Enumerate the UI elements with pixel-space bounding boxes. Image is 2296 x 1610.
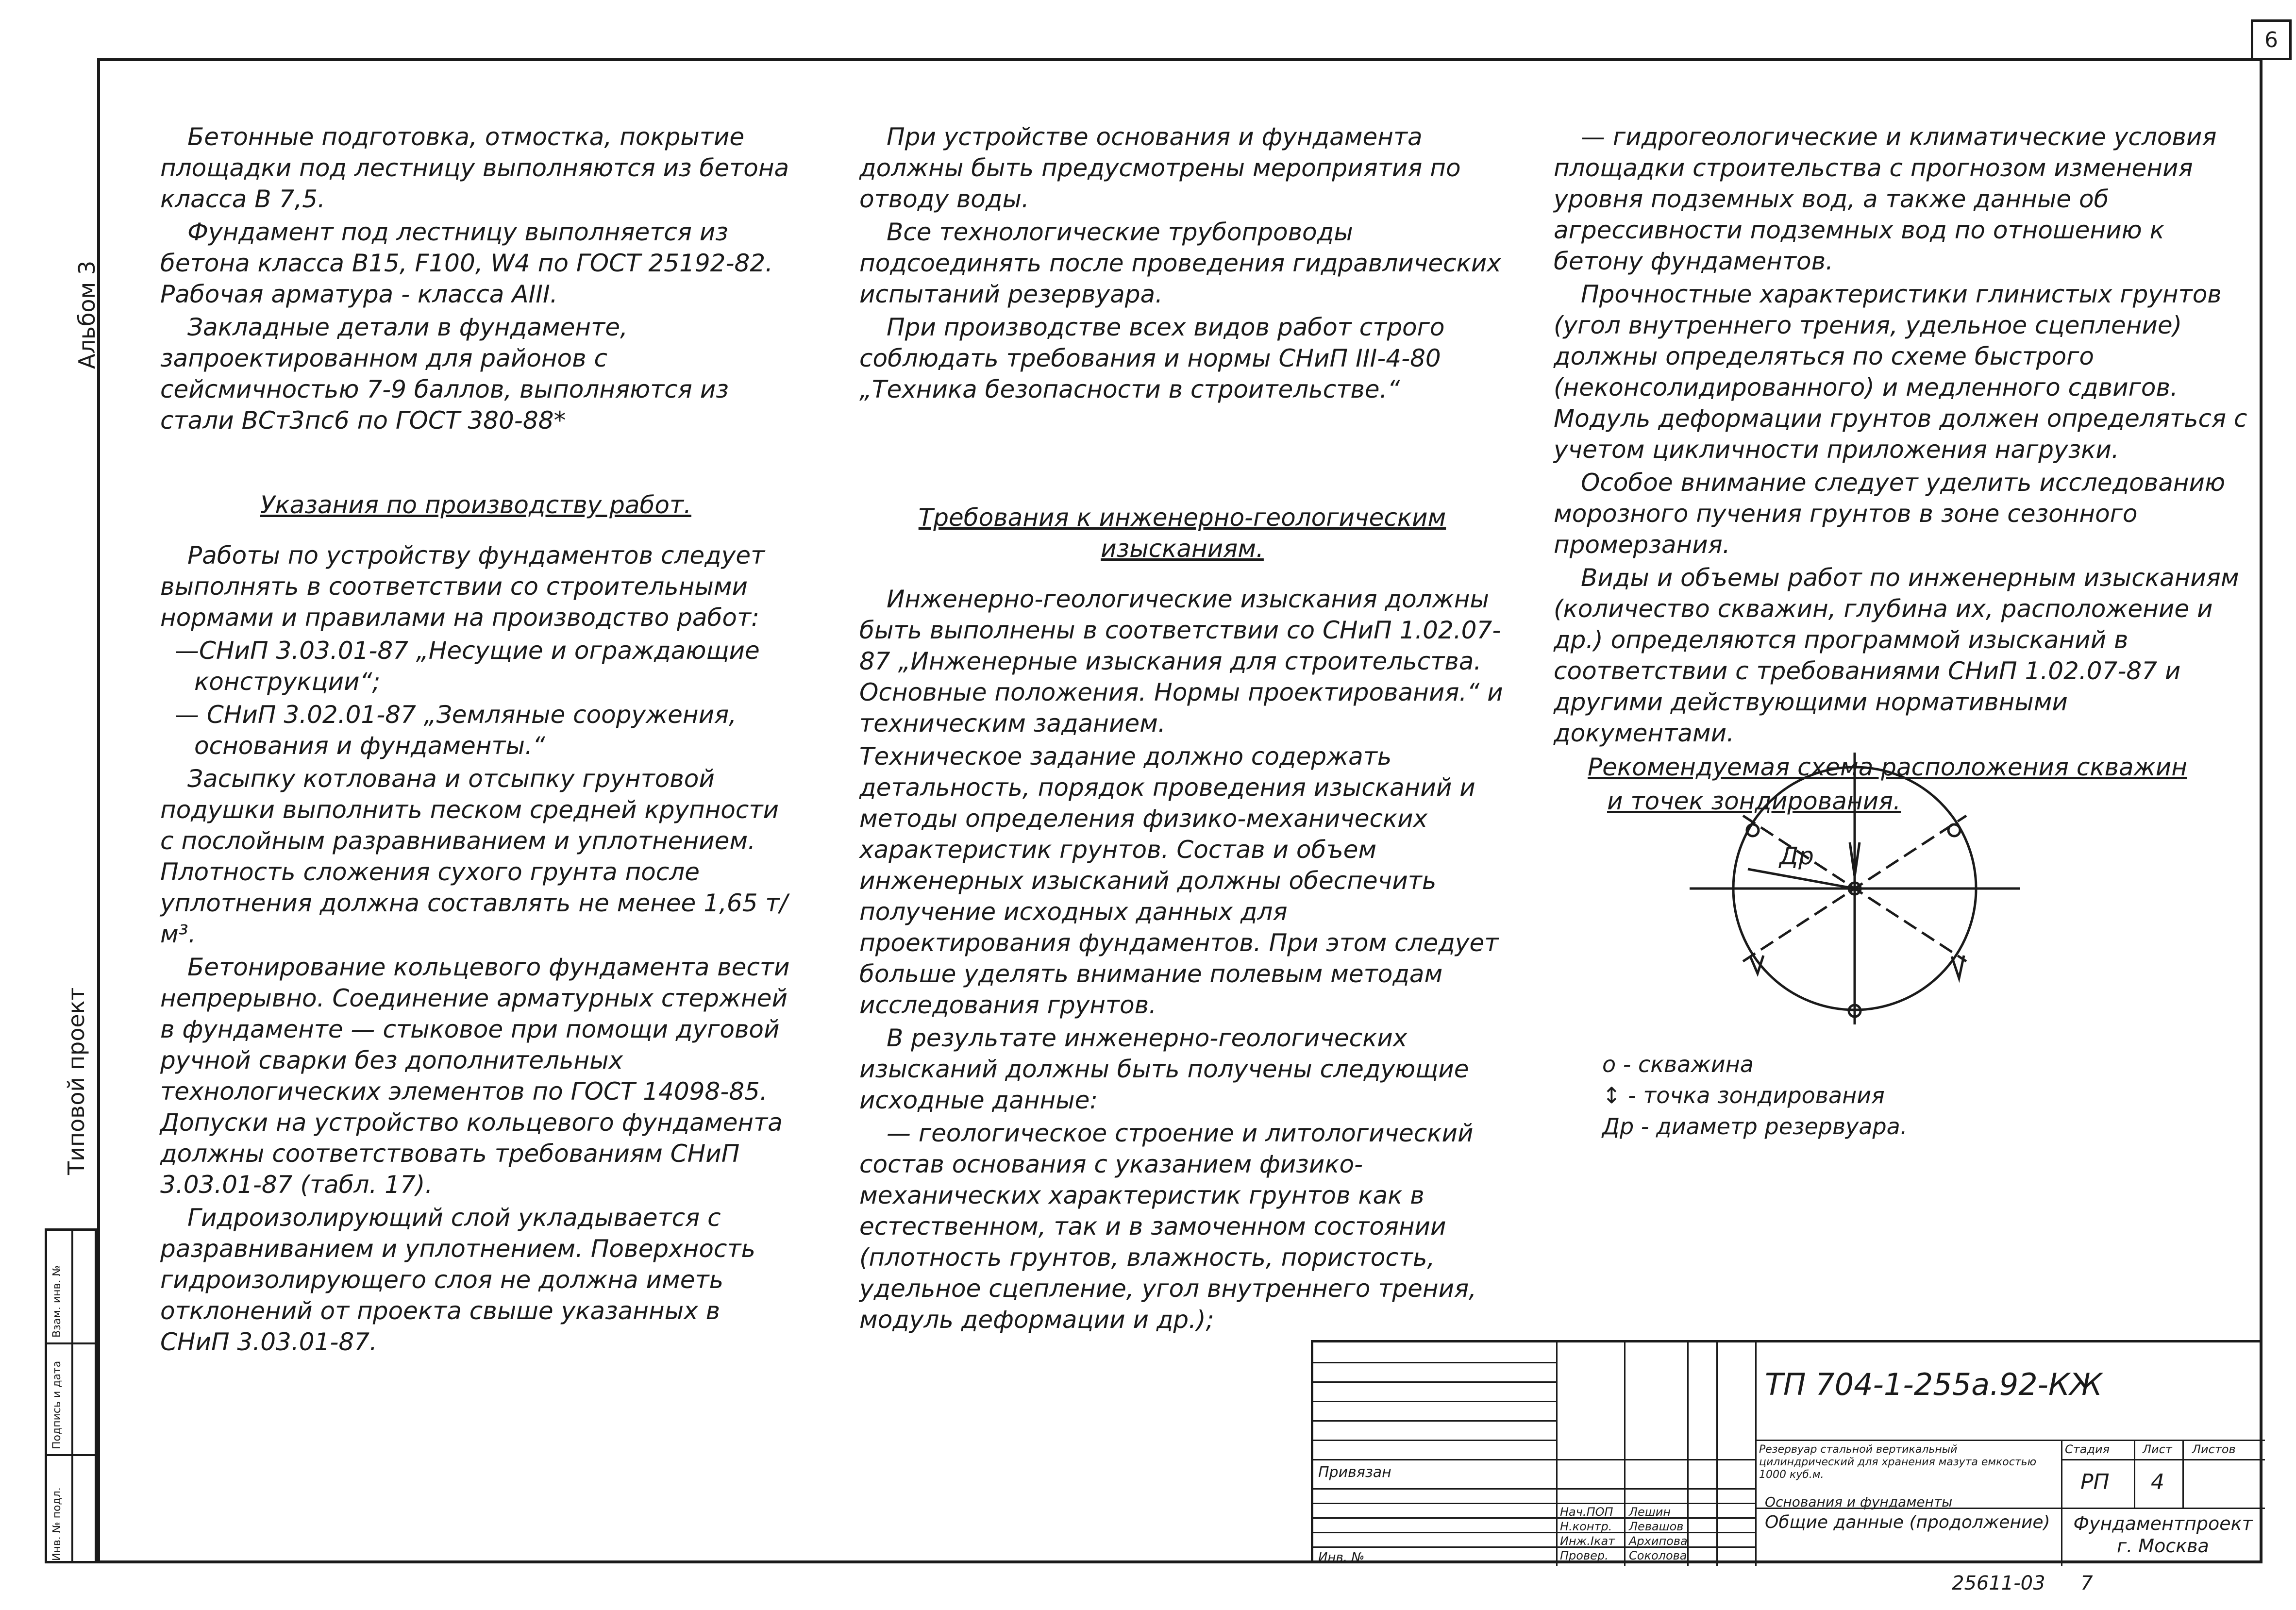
paragraph: При производстве всех видов работ строго соблюдать требования и нормы СНиП III-4-80 „Техника безопасности в строительстве.“ <box>859 313 1445 403</box>
diagram-legend <box>1602 1049 1907 1142</box>
doc-title: Общие данные (продолжение) <box>1765 1512 2050 1532</box>
name-cell: Архипова <box>1629 1534 1688 1548</box>
paragraph: Гидроизолирующий слой укладывается с разравниванием и уплотнением. Поверхность гидроизолирующего слоя не должна иметь отклонений от проекта свыше указанных в СНиП 3.03.01-87. <box>160 1204 756 1356</box>
title-block <box>1311 1340 2262 1563</box>
drawing-code: ТП 704-1-255а.92-КЖ <box>1765 1367 2102 1402</box>
sheet-value: 4 <box>2151 1470 2164 1494</box>
role-cell: Н.контр. <box>1560 1520 1612 1533</box>
paragraph: Засыпку котлована и отсыпку грунтовой подушки выполнить песком средней крупности с послойным разравниванием и уплотнением. Плотность сложения сухого грунта после уплотнения должна составлять не менее 1,65 т/м³. <box>160 765 788 948</box>
sheet-header: Лист <box>2143 1442 2172 1456</box>
sounding-arrow <box>1952 956 1964 978</box>
object-name: Резервуар стальной вертикальный цилиндрический для хранения мазута емкостью 1000 куб.м. <box>1759 1443 2037 1481</box>
sheets-header: Листов <box>2192 1442 2236 1456</box>
paragraph: Виды и объемы работ по инженерным изысканиям (количество скважин, глубина их, расположение и др.) определяются программой изысканий в соответствии с требованиями СНиП 1.02.07-87 и другими действующими нормативными документами. <box>1554 564 2239 747</box>
archive-number: 25611-03 7 <box>1952 1572 2093 1594</box>
legend-borehole: о - скважина <box>1602 1051 1754 1077</box>
role-cell: Нач.ПОП <box>1560 1505 1613 1519</box>
role-cell: Инж.Ікат <box>1560 1534 1615 1548</box>
album-label: Альбом 3 <box>74 260 100 369</box>
stage-header: Стадия <box>2065 1442 2110 1456</box>
stage-value: РП <box>2080 1470 2110 1494</box>
diagram-heading: Рекомендуемая схема расположения скважин <box>1588 753 2187 781</box>
paragraph: — геологическое строение и литологический состав основания с указанием физико-механических характеристик грунтов как в естественном, так и в замоченном состоянии (плотность грунтов, влажность, пористость, удельное сцепление, угол внутреннего трения, модуль деформации и др.); <box>859 1119 1477 1334</box>
paragraph: Все технологические трубопроводы подсоединять после проведения гидравлических испытаний резервуара. <box>859 218 1501 308</box>
paragraph: При устройстве основания и фундамента должны быть предусмотрены мероприятия по отводу воды. <box>859 123 1461 213</box>
stamp-cell: Взам. инв. № <box>51 1265 63 1338</box>
list-item: —СНиП 3.03.01-87 „Несущие и ограждающие конструкции“; <box>175 637 760 696</box>
paragraph: Особое внимание следует уделить исследованию морозного пучения грунтов в зоне сезонного промерзания. <box>1554 469 2226 559</box>
paragraph: Прочностные характеристики глинистых грунтов (угол внутреннего трения, удельное сцепление) должны определяться по схеме быстрого (неконсолидированного) и медленного сдвигов. Модуль деформации грунтов должен определяться с учетом цикличности приложения нагрузки. <box>1554 280 2247 464</box>
name-cell: Левашов <box>1629 1520 1684 1533</box>
project-type-label: Типовой проект <box>63 987 89 1175</box>
text-column-3 <box>1554 121 2248 817</box>
paragraph: Фундамент под лестницу выполняется из бетона класса В15, F100, W4 по ГОСТ 25192-82. Рабочая арматура - класса АIII. <box>160 218 773 308</box>
diameter-label: Др <box>1779 842 1814 870</box>
sheet-number: 6 <box>2251 19 2292 60</box>
paragraph: Бетонные подготовка, отмостка, покрытие площадки под лестницу выполняются из бетона класса В 7,5. <box>160 123 789 213</box>
section-heading: Указания по производству работ. <box>260 491 691 519</box>
list-item: — СНиП 3.02.01-87 „Земляные сооружения, основания и фундаменты.“ <box>175 701 737 760</box>
side-stamp <box>45 1228 97 1563</box>
privyazan-label: Привязан <box>1318 1464 1391 1481</box>
paragraph: Бетонирование кольцевого фундамента вести непрерывно. Соединение арматурных стержней в фундаменте — стыковое при помощи дуговой ручной сварки без дополнительных технологических элементов по ГОСТ 14098-85. Допуски на устройство кольцевого фундамента должны соответствовать требованиям СНиП 3.03.01-87 (табл. 17). <box>160 953 790 1199</box>
legend-diameter: Др - диаметр резервуара. <box>1602 1113 1908 1140</box>
borehole-marker <box>1948 824 1960 836</box>
paragraph: Инженерно-геологические изыскания должны быть выполнены в соответствии со СНиП 1.02.07-87 „Инженерные изыскания для строительства. Основные положения. Нормы проектирования.“ и техническим заданием. <box>859 585 1503 738</box>
stamp-cell: Подпись и дата <box>51 1360 63 1449</box>
stamp-cell: Инв. № подл. <box>51 1487 63 1561</box>
text-column-1 <box>160 121 791 1359</box>
inv-label: Инв. № <box>1318 1550 1365 1565</box>
paragraph: — гидрогеологические и климатические условия площадки строительства с прогнозом изменения уровня подземных вод, а также данные об агрессивности подземных вод по отношению к бетону фундаментов. <box>1554 123 2217 275</box>
legend-sounding: ↕ - точка зондирования <box>1602 1082 1885 1108</box>
sounding-arrow <box>1750 956 1763 973</box>
paragraph: Техническое задание должно содержать детальность, порядок проведения изысканий и методы определения физико-механических характеристик грунтов. Состав и объем инженерных изысканий должны обеспечить получение исходных данных для проектирования фундаментов. При этом следует больше уделять внимание полевым методам исследования грунтов. <box>859 742 1499 1019</box>
text-column-2 <box>859 121 1505 1337</box>
organization: Фундаментпроект г. Москва <box>2073 1513 2253 1557</box>
role-cell: Провер. <box>1560 1549 1609 1562</box>
section-name: Основания и фундаменты <box>1765 1494 1953 1510</box>
paragraph: В результате инженерно-геологических изысканий должны быть получены следующие исходные данные: <box>859 1024 1469 1114</box>
paragraph: Закладные детали в фундаменте, запроектированном для районов с сейсмичностью 7-9 баллов, выполняются из стали ВСт3пс6 по ГОСТ 380-88* <box>160 313 729 435</box>
paragraph: Работы по устройству фундаментов следует выполнять в соответствии со строительными нормами и правилами на производство работ: <box>160 541 765 632</box>
name-cell: Лешин <box>1629 1505 1671 1519</box>
borehole-scheme-diagram <box>1690 753 2078 1092</box>
sounding-point-icon: ↕ <box>1602 1082 1628 1108</box>
diagram-heading: и точек зондирования. <box>1607 787 1901 815</box>
section-heading: Требования к инженерно-геологическим изысканиям. <box>918 503 1446 563</box>
name-cell: Соколова <box>1629 1549 1687 1562</box>
